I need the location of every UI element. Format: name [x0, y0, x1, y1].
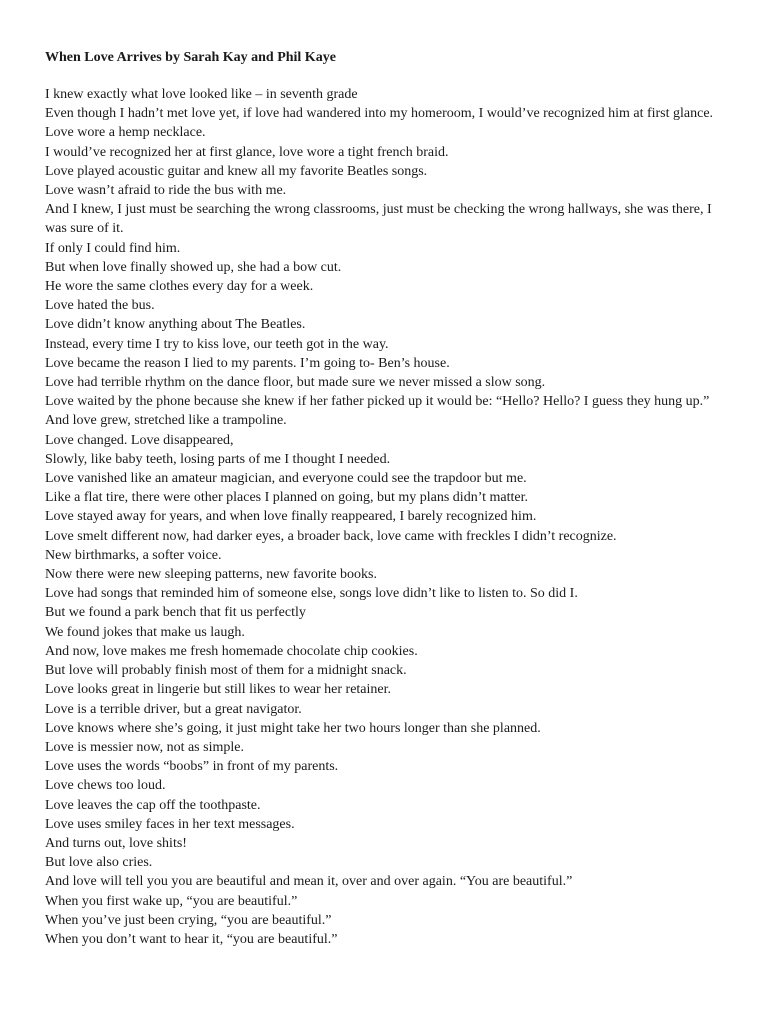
poem-line: Love didn’t know anything about The Beatles. — [45, 317, 306, 333]
poem-line: But when love finally showed up, she had a bow cut. — [45, 259, 342, 275]
poem-line: I knew exactly what love looked like – in seventh grade — [45, 87, 358, 102]
poem-line: Instead, every time I try to kiss love, our teeth got in the way. — [45, 336, 389, 352]
poem-line: I would’ve recognized her at first glance, love wore a tight french braid. — [45, 144, 449, 160]
poem-line: Love played acoustic guitar and knew all my favorite Beatles songs. — [45, 163, 428, 179]
poem-line: Love waited by the phone because she knew if her father picked up it would be: “Hello? Hello? I guess they hung up.” — [45, 394, 710, 410]
poem-line: If only I could find him. — [45, 240, 181, 256]
poem-body — [45, 85, 725, 949]
poem-line: Even though I hadn’t met love yet, if love had wandered into my homeroom, I would’ve recognized him at first glance. Love wore a hemp necklace. — [45, 106, 714, 141]
poem-line: Now there were new sleeping patterns, new favorite books. — [45, 567, 378, 583]
poem-line: Love uses the words “boobs” in front of my parents. — [45, 759, 339, 775]
poem-line: Love stayed away for years, and when love finally reappeared, I barely recognized him. — [45, 509, 537, 525]
poem-line: When you’ve just been crying, “you are beautiful.” — [45, 912, 332, 928]
poem-line: Love wasn’t afraid to ride the bus with me. — [45, 183, 287, 199]
poem-line: Love hated the bus. — [45, 298, 155, 314]
poem-line: We found jokes that make us laugh. — [45, 624, 245, 640]
poem-line: And turns out, love shits! — [45, 835, 187, 851]
poem-line: Love smelt different now, had darker eyes, a broader back, love came with freckles I didn’t recognize. — [45, 528, 617, 544]
poem-line: Love changed. Love disappeared, — [45, 432, 234, 448]
poem-line: Like a flat tire, there were other places I planned on going, but my plans didn’t matter. — [45, 490, 528, 506]
poem-line: When you don’t want to hear it, “you are beautiful.” — [45, 931, 338, 947]
poem-line: Love uses smiley faces in her text messages. — [45, 816, 295, 832]
poem-line: Love looks great in lingerie but still likes to wear her retainer. — [45, 682, 392, 698]
poem-line: And love will tell you you are beautiful and mean it, over and over again. “You are beautiful.” — [45, 874, 573, 890]
poem-line: Love is messier now, not as simple. — [45, 739, 244, 755]
poem-line: Love became the reason I lied to my parents. I’m going to- Ben’s house. — [45, 355, 450, 371]
poem-line: He wore the same clothes every day for a week. — [45, 279, 314, 295]
poem-line: Love had terrible rhythm on the dance floor, but made sure we never missed a slow song. — [45, 375, 546, 391]
poem-line: And now, love makes me fresh homemade chocolate chip cookies. — [45, 643, 418, 659]
poem-line: And I knew, I just must be searching the wrong classrooms, just must be checking the wrong hallways, she was there, I was sure of it. — [45, 202, 712, 237]
poem-line: But love also cries. — [45, 855, 153, 871]
poem-line: But we found a park bench that fit us perfectly — [45, 605, 306, 621]
poem-line: Love vanished like an amateur magician, and everyone could see the trapdoor but me. — [45, 471, 527, 487]
poem-line: Slowly, like baby teeth, losing parts of me I thought I needed. — [45, 451, 391, 467]
poem-line: When you first wake up, “you are beautiful.” — [45, 893, 298, 909]
poem-line: Love knows where she’s going, it just might take her two hours longer than she planned. — [45, 720, 541, 736]
poem-line: Love leaves the cap off the toothpaste. — [45, 797, 261, 813]
poem-line: Love had songs that reminded him of someone else, songs love didn’t like to listen to. So did I. — [45, 586, 578, 602]
poem-line: Love is a terrible driver, but a great navigator. — [45, 701, 302, 717]
poem-line: And love grew, stretched like a trampoline. — [45, 413, 287, 429]
poem-line: But love will probably finish most of them for a midnight snack. — [45, 663, 407, 679]
document-title: When Love Arrives by Sarah Kay and Phil Kaye — [45, 50, 336, 65]
poem-line: Love chews too loud. — [45, 778, 166, 794]
poem-line: New birthmarks, a softer voice. — [45, 547, 222, 563]
